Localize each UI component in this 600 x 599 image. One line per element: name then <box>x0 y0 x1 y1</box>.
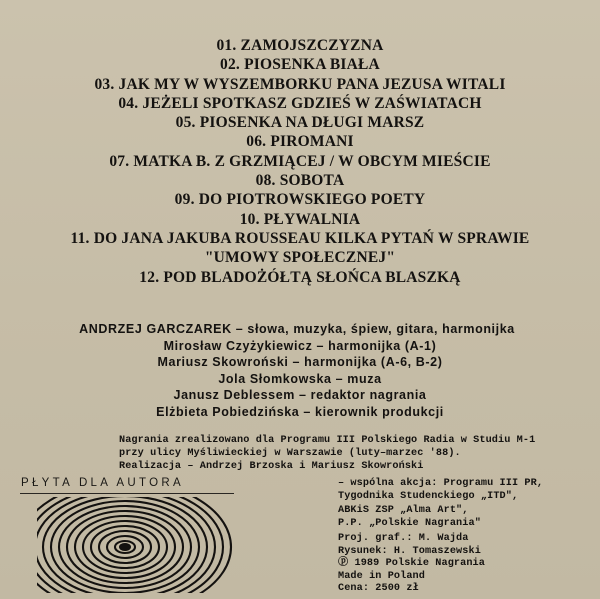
promo-info <box>338 477 543 531</box>
track-item: 01. ZAMOJSZCZYZNA <box>216 37 384 54</box>
credit-line: Mariusz Skowroński – harmonijka (A-6, B-2) <box>157 355 443 370</box>
fingerprint-icon <box>37 497 247 593</box>
track-item: 10. PŁYWALNIA <box>239 210 361 228</box>
track-item: 07. MATKA B. Z GRZMIĄCEJ / W OBCYM MIEŚCIE <box>109 152 491 170</box>
footer-line: Cena: 2500 zł <box>338 583 419 595</box>
promo-line: Tygodnika Studenckiego „ITD", <box>338 491 519 503</box>
track-item: 11. DO JANA JAKUBA ROUSSEAU KILKA PYTAŃ W SPRAWIE <box>70 229 530 247</box>
recording-line: przy ulicy Myśliwieckiej w Warszawie (luty–marzec '88). <box>119 448 461 459</box>
track-item: 09. DO PIOTROWSKIEGO POETY <box>174 191 426 209</box>
promo-line: ABKiS ZSP „Alma Art", <box>338 504 469 516</box>
track-item: 04. JEŻELI SPOTKASZ GDZIEŚ W ZAŚWIATACH <box>118 94 482 112</box>
promo-line: P.P. „Polskie Nagrania" <box>338 518 481 530</box>
track-item: 06. PIROMANI <box>246 133 354 151</box>
series-underline <box>20 493 234 494</box>
track-item: 03. JAK MY W WYSZEMBORKU PANA JEZUSA WITALI <box>94 75 506 93</box>
track-list <box>0 36 600 287</box>
recording-line: Realizacja – Andrzej Brzoska i Mariusz Skowroński <box>119 461 424 472</box>
footer-line: Made in Poland <box>338 570 425 582</box>
production-info <box>338 533 485 596</box>
credit-line: Janusz Deblessem – redaktor nagrania <box>173 388 427 403</box>
credit-line: ANDRZEJ GARCZAREK – słowa, muzyka, śpiew, gitara, harmonijka <box>79 322 515 336</box>
footer-line: Rysunek: H. Tomaszewski <box>338 545 481 557</box>
series-logo-text: PŁYTA DLA AUTORA <box>21 477 184 489</box>
track-item: 12. POD BLADOŻÓŁTĄ SŁOŃCA BLASZKĄ <box>139 268 461 286</box>
credit-line: Elżbieta Pobiedzińska – kierownik produkcji <box>156 404 444 419</box>
footer-line: Proj. graf.: M. Wajda <box>338 533 469 544</box>
track-item: 02. PIOSENKA BIAŁA <box>220 56 380 74</box>
track-item: 08. SOBOTA <box>255 172 345 190</box>
recording-line: Nagrania zrealizowano dla Programu III Polskiego Radia w Studiu M-1 <box>119 435 536 446</box>
credit-line: Jola Słomkowska – muza <box>218 371 382 386</box>
recording-info <box>119 434 535 473</box>
track-item: 05. PIOSENKA NA DŁUGI MARSZ <box>175 114 425 132</box>
credit-line: Mirosław Czyżykiewicz – harmonijka (A-1) <box>163 338 437 353</box>
credits-list <box>0 321 600 421</box>
footer-line: ⓟ 1989 Polskie Nagrania <box>338 558 485 570</box>
promo-line: – wspólna akcja: Programu III PR, <box>338 478 544 489</box>
track-item: "UMOWY SPOŁECZNEJ" <box>204 249 396 267</box>
